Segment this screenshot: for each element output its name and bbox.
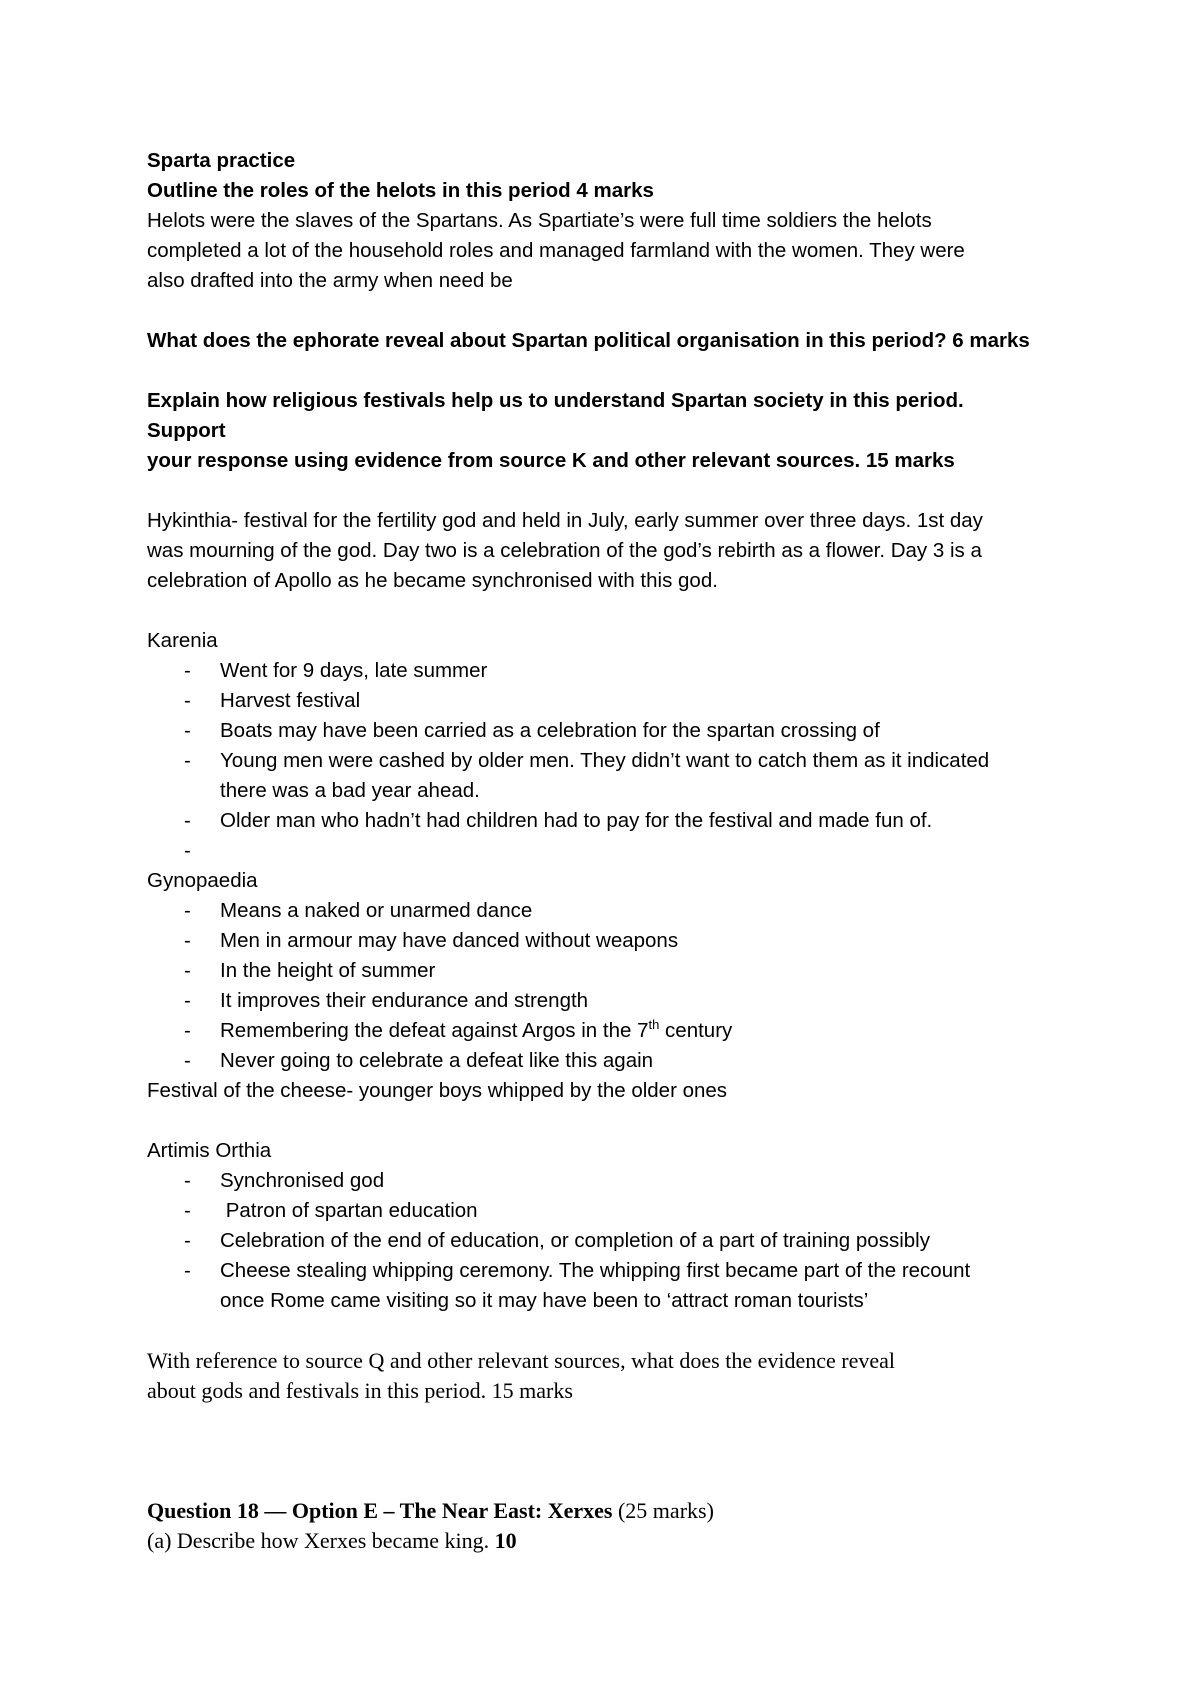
answer-helots-line: completed a lot of the household roles and managed farmland with the women. They were (147, 239, 965, 262)
list-item: - In the height of summer (147, 956, 1087, 986)
list-item: - Celebration of the end of education, or completion of a part of training possibly (147, 1226, 1087, 1256)
answer-helots-line: Helots were the slaves of the Spartans. As Spartiate’s were full time soldiers the helots (147, 209, 932, 232)
document-page (147, 146, 1087, 1556)
list-item: - It improves their endurance and strength (147, 986, 1087, 1016)
artimis-list (147, 1166, 1087, 1316)
list-item: - Young men were cashed by older men. They didn’t want to catch them as it indicated there was a bad year ahead. (147, 746, 1020, 806)
question-18-heading: Question 18 — Option E – The Near East: Xerxes (25 marks) (147, 1498, 714, 1523)
dash-bullet: - (184, 809, 191, 832)
hykinthia-line: was mourning of the god. Day two is a celebration of the god’s rebirth as a flower. Day 3 is a (147, 539, 982, 562)
question-gods-festivals: about gods and festivals in this period. 15 marks (147, 1378, 573, 1403)
hykinthia-line: Hykinthia- festival for the fertility god and held in July, early summer over three days. 1st day (147, 509, 983, 532)
question-festivals: Support (147, 419, 226, 442)
spacer (147, 1466, 1087, 1496)
karenia-list (147, 656, 1087, 866)
dash-bullet: - (184, 689, 191, 712)
list-item: - Older man who hadn’t had children had to pay for the festival and made fun of. (147, 806, 1087, 836)
question-gods-festivals: With reference to source Q and other relevant sources, what does the evidence reveal (147, 1348, 895, 1373)
spacer (147, 296, 1087, 326)
list-item: - Patron of spartan education (147, 1196, 1087, 1226)
spacer (147, 1406, 1087, 1436)
karenia-heading: Karenia (147, 629, 218, 652)
dash-bullet: - (184, 1259, 191, 1282)
list-item: - Synchronised god (147, 1166, 1087, 1196)
question-festivals: Explain how religious festivals help us to understand Spartan society in this period. (147, 389, 964, 412)
spacer (147, 1316, 1087, 1346)
dash-bullet: - (184, 1169, 191, 1192)
list-item: - Boats may have been carried as a celebration for the spartan crossing of (147, 716, 1087, 746)
question-18-part-a: (a) Describe how Xerxes became king. 10 (147, 1528, 517, 1553)
artimis-heading: Artimis Orthia (147, 1139, 272, 1162)
document-title: Sparta practice (147, 149, 296, 172)
list-item: - Never going to celebrate a defeat like this again (147, 1046, 1087, 1076)
dash-bullet: - (184, 719, 191, 742)
gynopaedia-list (147, 896, 1087, 1076)
hykinthia-line: celebration of Apollo as he became synchronised with this god. (147, 569, 718, 592)
list-item (147, 836, 1087, 866)
dash-bullet: - (184, 899, 191, 922)
spacer (147, 356, 1087, 386)
spacer (147, 596, 1087, 626)
cheese-festival-line: Festival of the cheese- younger boys whipped by the older ones (147, 1079, 728, 1102)
superscript: th (648, 1017, 660, 1033)
dash-bullet: - (184, 959, 191, 982)
spacer (147, 476, 1087, 506)
dash-bullet: - (184, 929, 191, 952)
list-item: - Harvest festival (147, 686, 1087, 716)
list-item: - Cheese stealing whipping ceremony. The whipping first became part of the recount once Rome came visiting so it may have been to ‘attract roman tourists’ (147, 1256, 1020, 1316)
dash-bullet: - (184, 1229, 191, 1252)
dash-bullet: - (184, 1049, 191, 1072)
list-item: - Means a naked or unarmed dance (147, 896, 1087, 926)
question-ephorate: What does the ephorate reveal about Spartan political organisation in this period? 6 marks (147, 329, 1030, 352)
dash-bullet: - (184, 1019, 191, 1042)
question-festivals: your response using evidence from source K and other relevant sources. 15 marks (147, 449, 955, 472)
list-item: - Men in armour may have danced without weapons (147, 926, 1087, 956)
dash-bullet: - (184, 749, 191, 772)
dash-bullet: - (184, 1199, 191, 1222)
question-helots: Outline the roles of the helots in this period 4 marks (147, 179, 654, 202)
dash-bullet: - (184, 989, 191, 1012)
spacer (147, 1436, 1087, 1466)
dash-bullet: - (184, 659, 191, 682)
list-item: - Remembering the defeat against Argos in the 7th century (147, 1016, 1087, 1046)
spacer (147, 1106, 1087, 1136)
gynopaedia-heading: Gynopaedia (147, 869, 258, 892)
list-item: - Went for 9 days, late summer (147, 656, 1087, 686)
answer-helots-line: also drafted into the army when need be (147, 269, 513, 292)
dash-bullet: - (184, 839, 191, 862)
